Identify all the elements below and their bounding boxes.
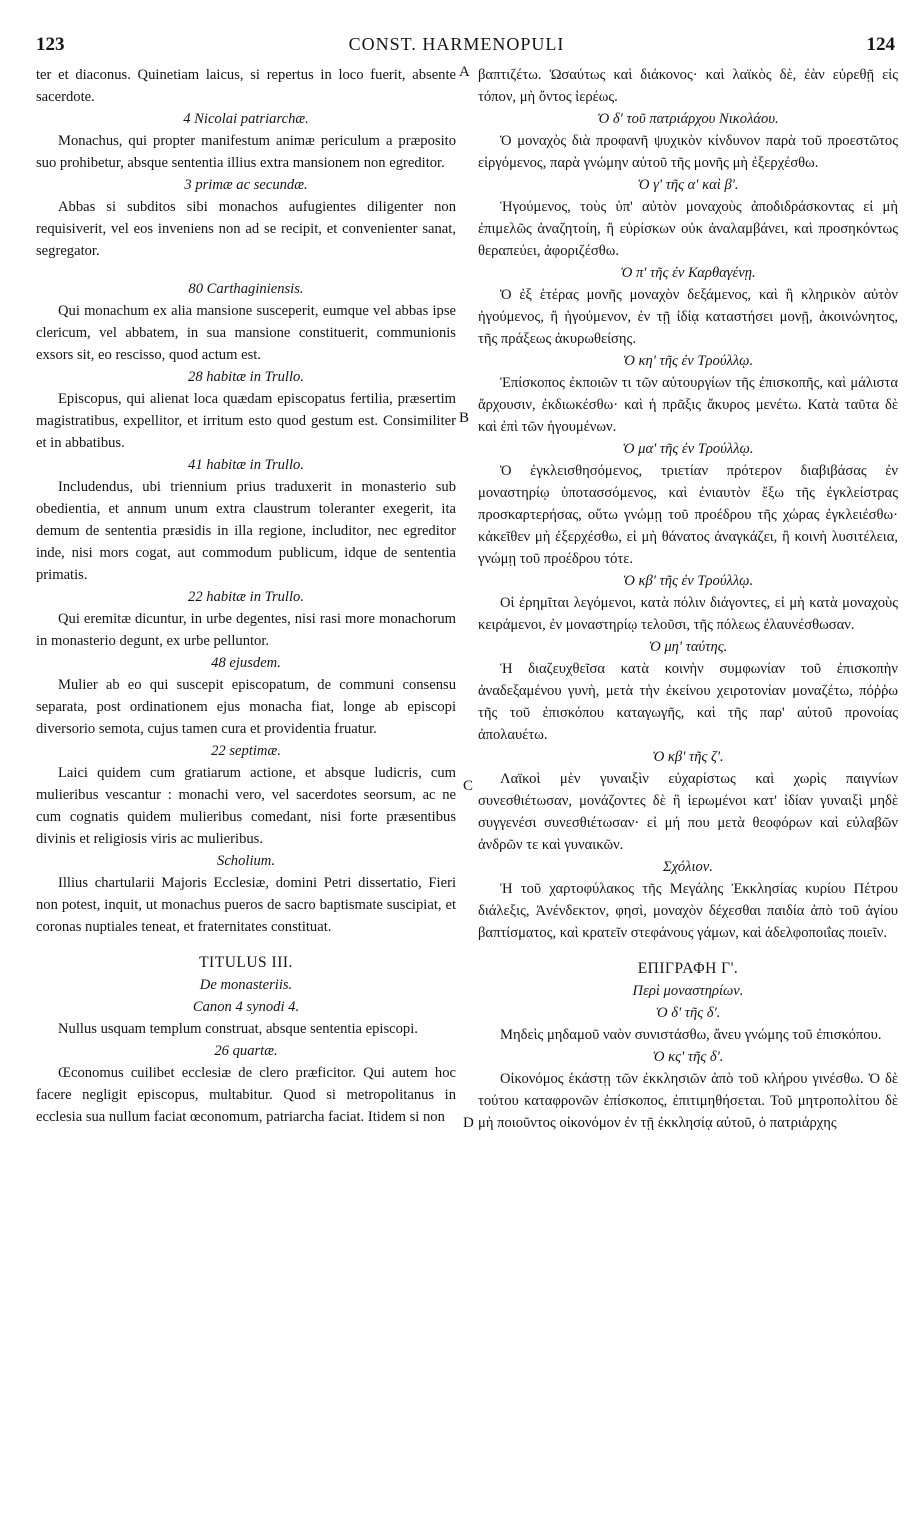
greek-paragraph: Ὁ μοναχὸς διὰ προφανῆ ψυχικὸν κίνδυνον παρὰ τοῦ προεστῶτος εἰργόμενος, παρὰ γνώμην αὐτοῦ τῆς μονῆς μὴ ἐξερχέσθω. bbox=[478, 133, 898, 171]
greek-paragraph: Ἡ διαζευχθεῖσα κατὰ κοινὴν συμφωνίαν τοῦ ἐπισκοπὴν ἀναδεξαμένου γυνὴ, μετὰ τὴν ἐκείνου χειροτονίαν μοναζέτω, πόῤῥω τῆς τοῦ ἐπισκόπου καταγωγῆς, καὶ τῆς παρ' αὐτοῦ προνοίας ἀπολαυέτω. bbox=[478, 661, 898, 743]
margin-letter-b: B bbox=[459, 410, 470, 426]
latin-paragraph: Illius chartularii Majoris Ecclesiæ, domini Petri dissertatio, Fieri non potest, inquit, ut monachus pueros de sacro baptismate suscipiat, et coronas nuptiales teneat, et fraternitates constituat. bbox=[36, 875, 456, 935]
latin-paragraph: Includendus, ubi triennium prius traduxerit in monasterio sub obedientia, et annum unum extra claustrum toleranter exegerit, ita demum de sententia præsidis in illa regione, includitor, nec egreditor inde, nisi mors cogat, aut commodum publicum, idque de sententia primatis. bbox=[36, 479, 456, 583]
latin-column bbox=[36, 64, 456, 1128]
latin-paragraph: Qui eremitæ dicuntur, in urbe degentes, nisi rasi more monachorum in monasterio degunt, ex urbe pelluntor. bbox=[36, 611, 456, 649]
latin-spacer bbox=[36, 262, 456, 278]
latin-paragraph: Mulier ab eo qui suscepit episcopatum, de communi consensu separata, post ordinationem ejus monacha fiat, longe ab episcopi diversorio semota, cujus tamen cura et providentia fruatur. bbox=[36, 677, 456, 737]
latin-canon-heading: 80 Carthaginiensis. bbox=[188, 281, 304, 297]
latin-canon-heading: 41 habitæ in Trullo. bbox=[188, 457, 304, 473]
latin-canon-heading: 48 ejusdem. bbox=[211, 655, 281, 671]
greek-paragraph: Ἡγούμενος, τοὺς ὑπ' αὐτὸν μοναχοὺς ἀποδιδράσκοντας εἰ μὴ ἐπιμελῶς ἀναζητοίη, ἢ εὑρίσκων οὐκ ἀναλαμβάνει, καὶ προσηκόντως θεραπεύει, ἀφοριζέσθω. bbox=[478, 199, 898, 259]
latin-paragraph: Laici quidem cum gratiarum actione, et absque ludicris, cum mulieribus vescantur : monachi vero, vel sacerdotes seorsum, ac ne cum cognatis quidem mulieribus comedant, nisi forte præsentibus divinis et religiosis viris ac mulieribus. bbox=[36, 765, 456, 847]
greek-canon-heading: Ὁ μα' τῆς ἐν Τρούλλῳ. bbox=[622, 441, 754, 457]
latin-paragraph: Œconomus cuilibet ecclesiæ de clero præficitor. Qui autem hoc facere negligit episcopus, multabitur. Quod si metropolitanus in ecclesia sua nullum faciat œconomum, patriarcha faciat. Itidem si non bbox=[36, 1065, 456, 1125]
greek-canon-heading: Ὁ κβ' τῆς ἐν Τρούλλῳ. bbox=[622, 573, 754, 589]
latin-canon-heading: 28 habitæ in Trullo. bbox=[188, 369, 304, 385]
latin-paragraph: Nullus usquam templum construat, absque sententia episcopi. bbox=[58, 1021, 418, 1037]
latin-section-title: TITULUS III. bbox=[199, 954, 293, 971]
latin-canon-heading: 22 septimæ. bbox=[211, 743, 281, 759]
latin-canon-heading: Canon 4 synodi 4. bbox=[192, 999, 300, 1015]
greek-canon-heading: Ὁ π' τῆς ἐν Καρθαγένῃ. bbox=[620, 265, 756, 281]
greek-canon-heading: Ὁ γ' τῆς α' καὶ β'. bbox=[637, 177, 739, 193]
greek-paragraph: Μηδεὶς μηδαμοῦ ναὸν συνιστάσθω, ἄνευ γνώμης τοῦ ἐπισκόπου. bbox=[500, 1027, 882, 1043]
left-page-number: 123 bbox=[36, 34, 65, 55]
latin-paragraph: Qui monachum ex alia mansione susceperit, eumque vel abbas ipse clericum, vel abbatem, in sua mansione constituerit, communionis exsors sit, eo rescisso, quod actum est. bbox=[36, 303, 456, 363]
latin-canon-heading: 22 habitæ in Trullo. bbox=[188, 589, 304, 605]
running-title: CONST. HARMENOPULI bbox=[348, 34, 565, 54]
greek-paragraph: Ὁ ἐγκλεισθησόμενος, τριετίαν πρότερον διαβιβάσας ἐν μοναστηρίῳ ὑποτασσόμενος, καὶ ἐνιαυτὸν ἔξω τῆς ἐγκλείστρας προσκαρτερήσας, οὕτω γνώμῃ τοῦ προέδρου τῆς χώρας ἐγκλειέσθω· κἀκεῖθεν μὴ ἐξερχέσθω, εἰ μὴ θάνατος ἀναγκάζει, ἢ κοινὴ λυσιτέλεια, γνώμῃ τοῦ προέδρου τότε. bbox=[478, 463, 898, 567]
greek-canon-heading: Ὁ κη' τῆς ἐν Τρούλλῳ. bbox=[622, 353, 754, 369]
latin-paragraph: Monachus, qui propter manifestum animæ periculum a præposito suo prohibetur, absque sententia illius extra mansionem non egreditor. bbox=[36, 133, 456, 171]
greek-canon-heading: Ὁ κβ' τῆς ζ'. bbox=[652, 749, 724, 765]
greek-canon-heading: Ὁ κς' τῆς δ'. bbox=[652, 1049, 724, 1065]
latin-canon-heading: Scholium. bbox=[217, 853, 275, 869]
greek-paragraph: Ἐπίσκοπος ἐκποιῶν τι τῶν αὐτουργίων τῆς ἐπισκοπῆς, καὶ μάλιστα ἄρχουσιν, ἐκδιωκέσθω· καὶ ἡ πρᾶξις ἄκυρος μενέτω. Κατὰ ταῦτα δὲ καὶ ἐπὶ τῶν ἡγουμένων. bbox=[478, 375, 898, 435]
right-page-number: 124 bbox=[866, 34, 895, 55]
latin-paragraph: Episcopus, qui alienat loca quædam episcopatus fertilia, præsertim magistratibus, expellitor, et irritum esto quod gestum est. Consimiliter et in abbatibus. bbox=[36, 391, 456, 451]
greek-canon-heading: Ὁ μη' ταύτης. bbox=[648, 639, 728, 655]
latin-paragraph: Abbas si subditos sibi monachos aufugientes diligenter non requisiverit, vel eos inveniens non ad se recipit, et convenienter sanat, segregator. bbox=[36, 199, 456, 259]
latin-canon-heading: 26 quartæ. bbox=[214, 1043, 278, 1059]
greek-paragraph: Ὁ ἐξ ἑτέρας μονῆς μοναχὸν δεξάμενος, καὶ ἢ κληρικὸν αὐτὸν ἡγούμενος, ἢ ἡγούμενον, ἐν τῇ ἰδίᾳ καταστήσει μονῇ, ἀκοινώνητος, τῆς πράξεως ἀκυρωθείσης. bbox=[478, 287, 898, 347]
greek-canon-heading: Ὁ δ' τῆς δ'. bbox=[655, 1005, 721, 1021]
latin-canon-heading: De monasteriis. bbox=[199, 977, 293, 993]
greek-canon-heading: Σχόλιον. bbox=[663, 859, 713, 875]
greek-canon-heading: Περὶ μοναστηρίων. bbox=[632, 983, 744, 999]
margin-letter-d: D bbox=[463, 1115, 474, 1131]
greek-paragraph: Οἱ ἐρημῖται λεγόμενοι, κατὰ πόλιν διάγοντες, εἰ μὴ κατὰ μοναχοὺς κειράμενοι, ἐν μοναστηρίῳ τελοῦσι, τῆς πόλεως ἐλαυνέσθωσαν. bbox=[478, 595, 898, 633]
greek-section-title: ΕΠΙΓΡΑΦΗ Γ'. bbox=[637, 960, 739, 977]
greek-paragraph: βαπτιζέτω. Ὡσαύτως καὶ διάκονος· καὶ λαϊκὸς δὲ, ἐὰν εὑρεθῇ εἰς τόπον, μὴ ὄντος ἱερέως. bbox=[478, 67, 898, 105]
greek-paragraph: Οἰκονόμος ἑκάστῃ τῶν ἐκκλησιῶν ἀπὸ τοῦ κλήρου γινέσθω. Ὁ δὲ τούτου καταφρονῶν ἐπίσκοπος, ἐπιτιμηθήσεται. Τοῦ μητροπολίτου δὲ μὴ ποιοῦντος οἰκονόμον ἐν τῇ ἐκκλησίᾳ αὐτοῦ, ὁ πατριάρχης bbox=[478, 1071, 898, 1131]
latin-paragraph: ter et diaconus. Quinetiam laicus, si repertus in loco fuerit, absente sacerdote. bbox=[36, 67, 456, 105]
margin-letter-a: A bbox=[459, 64, 470, 80]
latin-canon-heading: 3 primæ ac secundæ. bbox=[184, 177, 308, 193]
greek-column bbox=[478, 64, 898, 1134]
greek-canon-heading: Ὁ δ' τοῦ πατριάρχου Νικολάου. bbox=[597, 111, 779, 127]
latin-canon-heading: 4 Nicolai patriarchæ. bbox=[183, 111, 309, 127]
greek-paragraph: Ἡ τοῦ χαρτοφύλακος τῆς Μεγάλης Ἐκκλησίας κυρίου Πέτρου διάλεξις, Ἀνένδεκτον, φησὶ, μοναχὸν δέχεσθαι παιδία ἀπὸ τοῦ ἁγίου βαπτίσματος, καὶ κρατεῖν στεφάνους γάμων, καὶ ἀδελφοποιΐας ποιεῖν. bbox=[478, 881, 898, 941]
margin-letter-c: C bbox=[463, 778, 474, 794]
greek-paragraph: Λαϊκοὶ μὲν γυναιξὶν εὐχαρίστως καὶ χωρὶς παιγνίων συνεσθιέτωσαν, μονάζοντες δὲ ἢ ἱερωμένοι κατ' ἰδίαν γυναιξὶ μηδὲ συγγενέσι συνεσθιέτωσαν· εἰ μή που μετὰ θεοφόρων καὶ εὐλαβῶν ἀνδρῶν τε καὶ γυναικῶν. bbox=[478, 771, 898, 853]
